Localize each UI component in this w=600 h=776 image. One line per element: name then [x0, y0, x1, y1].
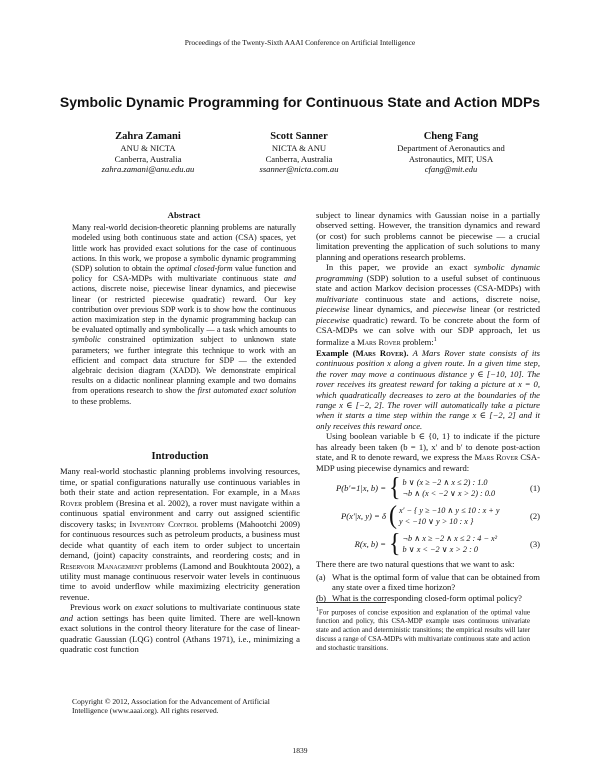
- author-block: [366, 130, 536, 175]
- author-name: Scott Sanner: [270, 131, 328, 142]
- introduction-section: [60, 446, 300, 655]
- author-block: [63, 130, 233, 175]
- body-paragraph: subject to linear dynamics with Gaussian noise in a partially observed setting. However, the transition dynamics and reward (or cost) for such problems cannot be piecewise — a crucial limitation preventing the application of such solutions to many planning and operations research problems.: [316, 210, 540, 262]
- author-location: Canberra, Australia: [114, 153, 182, 164]
- author-affiliation: Department of Aeronautics and: [397, 143, 505, 153]
- author-email: ssanner@nicta.com.au: [259, 164, 339, 175]
- equation-2: P(x′|x, y) = δ ( x′ − { y ≥ −10 ∧ y ≤ 10 : x + y y < −10 ∨ y > 10 : x } (2): [340, 501, 540, 531]
- question-list: [316, 572, 540, 603]
- author-block: [214, 130, 384, 175]
- introduction-heading: Introduction: [151, 451, 209, 462]
- proceedings-header: Proceedings of the Twenty-Sixth AAAI Conference on Artificial Intelligence: [184, 38, 416, 47]
- abstract-text: Many real-world decision-theoretic planning problems are naturally modeled using both continuous state and action (CSA) spaces, yet little work has provided exact solutions for the case of continuous actions. In this work, we propose a symbolic dynamic programming (SDP) solution to obtain the optimal closed-form value function and policy for CSA-MDPs with multivariate continuous state and actions, discrete noise, piecewise linear dynamics, and piecewise linear (or restricted piecewise quadratic) reward. Our key contribution over previous SDP work is to show how the continuous action maximization step in the dynamic programming backup can be evaluated optimally and symbolically — a task which amounts to symbolic constrained optimization subject to unknown state parameters; we further integrate this technique to work with an efficient and compact data structure for SDP — the extended algebraic decision diagram (XADD). We demonstrate empirical results on a didactic nonlinear planning example and two domains from operations research to show the first automated exact solution to these problems.: [72, 223, 297, 406]
- body-paragraph: In this paper, we provide an exact symbolic dynamic programming (SDP) solution to a useful subset of continuous state and action Markov decision processes (CSA-MDPs) with multivariate continuous state and actions, discrete noise, piecewise linear dynamics, and piecewise linear (or restricted piecewise quadratic) reward. To be concrete about the form of CSA-MDPs we can solve with our SDP approach, let us formalize a Mars Rover problem:$^1$: [316, 262, 541, 348]
- body-paragraph: There there are two natural questions that we want to ask:: [316, 559, 515, 570]
- author-location: Astronautics, MIT, USA: [408, 153, 494, 164]
- author-name: Cheng Fang: [423, 131, 479, 142]
- page-number: 1839: [292, 746, 308, 755]
- author-location: Canberra, Australia: [265, 153, 333, 164]
- body-paragraph: Using boolean variable b ∈ {0, 1} to indicate if the picture has already been taken (b = 1), x′ and b′ to denote post-action state, and R to denote reward, we express the Mars Rover CSA-MDP using piecewise dynamics and reward:: [316, 431, 541, 473]
- author-email: cfang@mit.edu: [424, 164, 478, 175]
- example-paragraph: Example (Mars Rover). A Mars Rover state consists of its continuous position x along a given route. In a given time step, the rover may move a continuous distance y ∈ [−10, 10]. The rover receives its greatest reward for taking a picture at x = 0, which quadratically decreases to zero at the boundaries of the range x ∈ [−2, 2]. The rover will automatically take a picture when it starts a time step within the range x ∈ [−2, 2] and it only receives this reward once.: [316, 347, 540, 431]
- author-email: zahra.zamani@anu.edu.au: [101, 164, 195, 175]
- copyright-notice: Copyright © 2012, Association for the Advancement of Artificial Intelligence (www.aaai.org). All rights reserved.: [72, 697, 270, 716]
- abstract-section: [72, 210, 296, 407]
- equation-1: P(b′=1|x, b) = { b ∨ (x ≥ −2 ∧ x ≤ 2) : 1.0 ¬b ∧ (x < −2 ∨ x > 2) : 0.0 (1): [336, 473, 540, 503]
- author-name: Zahra Zamani: [115, 131, 181, 142]
- right-column: [316, 210, 540, 603]
- abstract-heading: Abstract: [167, 210, 201, 220]
- intro-paragraph: Many real-world stochastic planning problems involving resources, time, or spatial configurations naturally use continuous variables in both their state and action representation. For example, in a Mars Rover problem (Bresina et al. 2002), a rover must navigate within a continuous spatial environment and carry out assigned scientific discovery tasks; in Inventory Control problems (Mahootchi 2009) for continuous resources such as petroleum products, a business must decide what quantity of each item to order subject to uncertain demand, (joint) capacity constraints, and reordering costs; and in Reservoir Management problems (Lamond and Boukhtouta 2002), a utility must manage continuous reservoir water levels in continuous time to avoid underflow while maximizing electricity generation revenue.: [60, 466, 300, 602]
- equation-3: R(x, b) = { ¬b ∧ x ≥ −2 ∧ x ≤ 2 : 4 − x² b ∨ x < −2 ∨ x > 2 : 0 (3): [354, 529, 540, 559]
- paper-title: Symbolic Dynamic Programming for Continuous State and Action MDPs: [59, 94, 541, 110]
- author-affiliation: NICTA & ANU: [271, 143, 327, 153]
- author-affiliation: ANU & NICTA: [120, 143, 176, 153]
- footnote: $^1$For purposes of concise exposition and explanation of the optimal value function and policy, this CSA-MDP example uses continuous univariate state and action and deterministic transitions; the empirical results will later discuss a range of CSA-MDPs with multivariate continuous state and action and stochastic transitions.: [316, 607, 530, 652]
- list-item: (b) What is the corresponding closed-form optimal policy?: [316, 592, 522, 603]
- intro-paragraph: Previous work on exact solutions to multivariate continuous state and action settings has been quite limited. There are well-known exact solutions in the control theory literature for the case of linear-quadratic Gaussian (LQG) control (Athans 1971), i.e., minimizing a quadratic cost function: [60, 602, 300, 655]
- footnote-rule: [316, 602, 386, 603]
- list-item: (a) What is the optimal form of value that can be obtained from any state over a fixed time horizon?: [316, 571, 540, 593]
